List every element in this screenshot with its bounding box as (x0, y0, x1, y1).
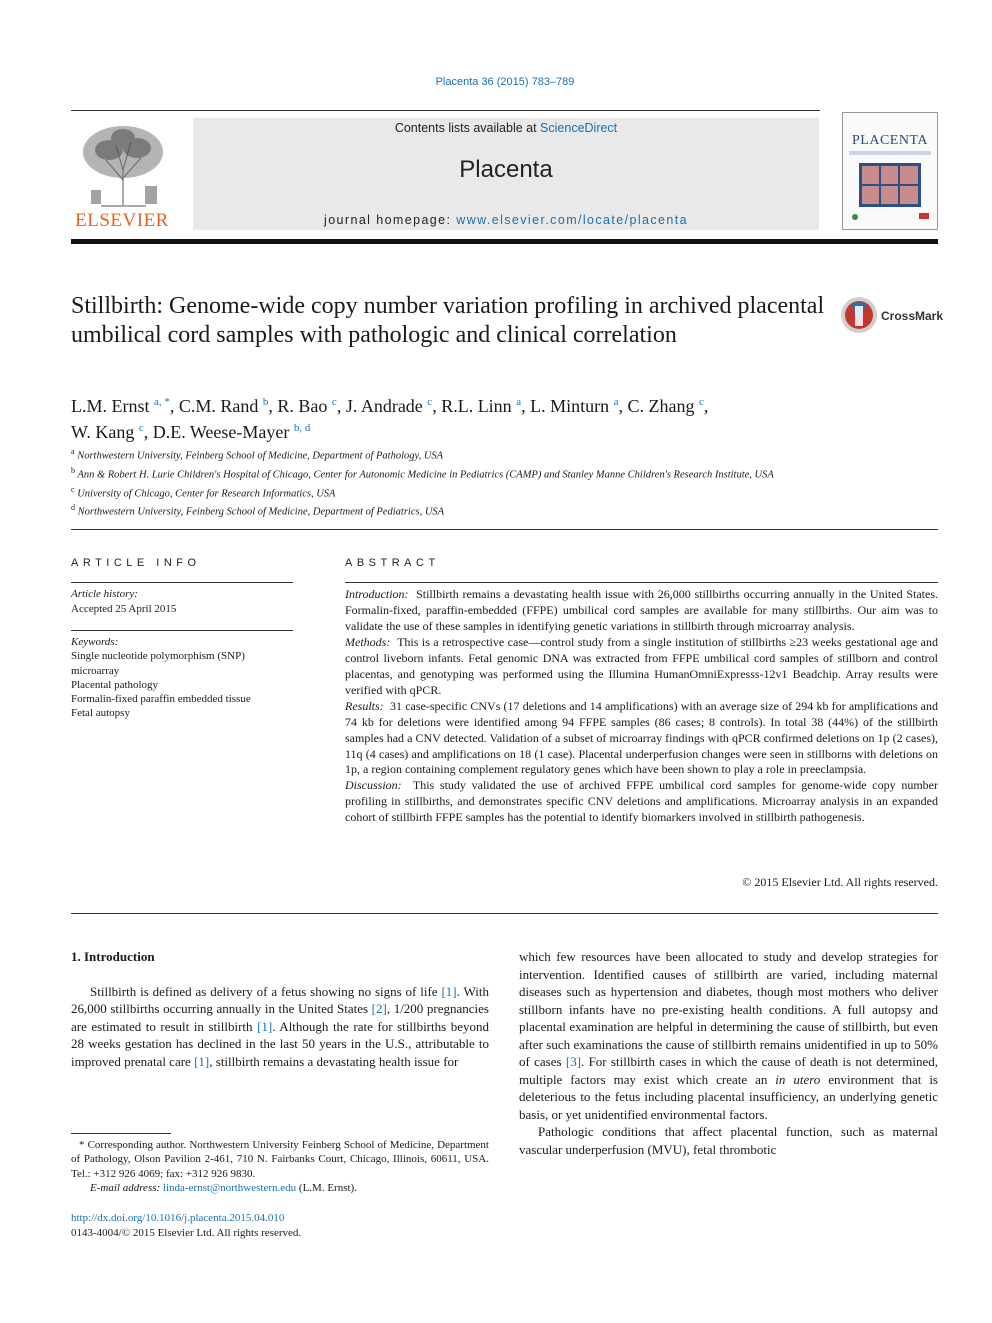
corresponding-author: * Corresponding author. Northwestern University Feinberg School of Medicine, Department of Pathology, Olson Pavilion 2-461, 710 N. Fairbanks Court, Chicago, Illinois, 60611, USA. Tel.: +312 926 4069; fax: +312 926 9830. (71, 1139, 489, 1180)
reference-link[interactable]: [3] (565, 1054, 582, 1069)
author-name[interactable]: R. Bao (277, 396, 328, 416)
keyword: Placental pathology (71, 678, 159, 691)
text: in utero (775, 1071, 821, 1087)
email-line (71, 1181, 489, 1195)
author-affiliation-marker[interactable]: c (138, 422, 144, 434)
header-rule (71, 110, 820, 111)
author-name[interactable]: C. Zhang (627, 396, 695, 416)
keyword: microarray (71, 664, 120, 677)
text: . Although the rate for stillbirths beyond 28 weeks gestation has declined in the last 50 years in the U.S., attributable to improved prenatal care (71, 1018, 489, 1069)
text: , stillbirth remains a devastating health issue for (209, 1053, 459, 1069)
issn-line: 0143-4004/© 2015 Elsevier Ltd. All rights reserved. (71, 1227, 302, 1239)
abstract-text: This is a retrospective case—control study from a single institution of stillbirths ≥23 weeks gestational age and control liveborn infants. Fetal genomic DNA was extracted from FFPE umbilical cord samples of stillborn and control placentas, and genotyping was performed using the Illumina HumanOmniExpresss-12v1 Beadchip. Array results were verified with qPCR. (345, 634, 938, 697)
author-name[interactable]: C.M. Rand (178, 396, 259, 416)
abstract-copyright: © 2015 Elsevier Ltd. All rights reserved. (742, 875, 938, 889)
reference-link[interactable]: [1] (257, 1018, 273, 1034)
body-column-right (519, 948, 938, 1158)
author-separator: , (143, 422, 153, 442)
article-title: Stillbirth: Genome-wide copy number variation profiling in archived placental umbilical cord samples with pathologic and clinical correlation (71, 293, 825, 348)
abstract-section (345, 699, 938, 779)
affiliation-marker: d (71, 503, 75, 513)
keyword: Single nucleotide polymorphism (SNP) (71, 650, 245, 663)
affiliation (71, 445, 831, 464)
keyword: Fetal autopsy (71, 707, 130, 720)
reference-link[interactable]: [1] (194, 1053, 210, 1069)
author-separator: , (521, 396, 531, 416)
email-suffix: (L.M. Ernst). (296, 1181, 357, 1194)
contents-prefix: Contents lists available at (394, 121, 541, 135)
affiliation-marker: b (71, 465, 75, 475)
article-info-heading: ARTICLE INFO (71, 557, 201, 569)
affiliation-marker: c (71, 484, 75, 494)
abstract-heading: ABSTRACT (345, 557, 440, 569)
body-column-left (71, 948, 489, 1070)
abstract-label: Introduction: (345, 587, 409, 601)
email-link[interactable]: linda-ernst@northwestern.edu (162, 1181, 297, 1194)
keywords-block (71, 635, 293, 721)
text: , 1/200 pregnancies are estimated to result in stillbirth (71, 1001, 489, 1034)
article-history (71, 587, 293, 616)
sciencedirect-link[interactable]: ScienceDirect (540, 121, 618, 135)
doi-block (71, 1211, 301, 1241)
abstract-rule (345, 582, 938, 583)
author-name[interactable]: R.L. Linn (441, 396, 512, 416)
abstract-label: Discussion: (345, 778, 402, 793)
affiliation (71, 483, 831, 502)
text: . For stillbirth cases in which the cause of death is not determined, multiple factors may exist which create an (519, 1054, 938, 1087)
affiliation (71, 501, 831, 520)
affiliation-text: Ann & Robert H. Lurie Children's Hospital of Chicago, Center for Autonomic Medicine in Pediatrics (CAMP) and Stanley Manne Children's Research Institute, USA (77, 469, 774, 481)
journal-name: Placenta (459, 156, 553, 183)
author-name[interactable]: W. Kang (71, 422, 135, 442)
abstract-section (345, 635, 938, 699)
doi-link[interactable]: http://dx.doi.org/10.1016/j.placenta.2015.04.010 (71, 1212, 285, 1224)
contents-line (193, 121, 819, 135)
journal-citation[interactable]: Placenta 36 (2015) 783–789 (435, 76, 575, 88)
author-name[interactable]: L.M. Ernst (71, 396, 150, 416)
author-separator: , (703, 396, 709, 416)
journal-cover-thumbnail[interactable] (842, 112, 938, 230)
abstract-section (345, 778, 938, 826)
affiliation-text: University of Chicago, Center for Research Informatics, USA (77, 488, 336, 500)
author-list (71, 391, 831, 443)
crossmark-label[interactable]: CrossMark (881, 309, 944, 323)
abstract-text: This study validated the use of archived FFPE umbilical cord samples for genome-wide copy number profiling in stillbirths, and demonstrates specific CNV deletions and amplifications. Microarray analysis in an expanded cohort of stillbirth FFPE samples has the potential to identify biomarkers involved in stillbirth pathogenesis. (345, 778, 938, 825)
paragraph (519, 948, 938, 1123)
publisher-name: ELSEVIER (75, 210, 169, 231)
text: environment that is deleterious to the fetus including placental insufficiency, an underlying genetic basis, or yet unidentified environmental factors. (519, 1071, 938, 1122)
cover-image (849, 151, 931, 223)
cover-title: PLACENTA (852, 133, 928, 148)
affiliation-text: Northwestern University, Feinberg School of Medicine, Department of Pediatrics, USA (77, 506, 445, 518)
author-affiliation-marker[interactable]: a (516, 396, 522, 408)
paragraph (71, 983, 489, 1071)
author-affiliation-marker[interactable]: a (613, 396, 619, 408)
text: . With 26,000 stillbirths occurring annually in the United States (71, 983, 489, 1016)
keywords-rule (71, 630, 293, 631)
author-separator: , (618, 396, 628, 416)
author-separator: , (432, 396, 442, 416)
keywords-label: Keywords: (71, 636, 119, 648)
homepage-prefix: journal homepage: (324, 213, 457, 227)
text: which few resources have been allocated to study and develop strategies for intervention. Identified causes of stillbirth are varied, including maternal diseases such as hypertension and diabetes, though most mothers who deliver stillborn infants have no pre-existing health conditions. A full autopsy and placental examination are helpful in determining the cause of stillbirth, but even after such examinations the cause of stillbirth remains unidentified in up to 50% of cases (519, 949, 938, 1069)
abstract-text: Stillbirth remains a devastating health issue with 26,000 stillbirths occurring annually in the United States. Formalin-fixed, paraffin-embedded (FFPE) umbilical cord samples are available for many stillbirths. Our aim was to validate the use of these samples in identifying genetic variations in stillbirth through microarray analysis. (345, 587, 939, 633)
abstract-end-rule (71, 913, 938, 914)
homepage-link[interactable]: www.elsevier.com/locate/placenta (456, 213, 688, 227)
section-heading: 1. Introduction (71, 949, 155, 964)
article-info-rule (71, 582, 293, 583)
abstract-label: Methods: (345, 634, 391, 649)
affiliation-marker: a (71, 447, 75, 456)
text: Stillbirth is defined as delivery of a fetus showing no signs of life (90, 983, 442, 999)
abstract-body (345, 587, 938, 826)
affiliation (71, 464, 831, 483)
reference-link[interactable]: [1] (441, 983, 457, 999)
affiliation-text: Northwestern University, Feinberg School of Medicine, Department of Pathology, USA (77, 450, 444, 462)
footnote-rule (71, 1133, 171, 1134)
affiliations (71, 445, 831, 520)
abstract-section (345, 587, 938, 635)
homepage-line (193, 213, 819, 227)
reference-link[interactable]: [2] (371, 1001, 387, 1016)
author-affiliation-marker[interactable]: c (698, 396, 704, 408)
author-name[interactable]: D.E. Weese-Mayer (152, 422, 290, 442)
abstract-text: 31 case-specific CNVs (17 deletions and 14 amplifications) with an average size of 294 kb for amplifications and 74 kb for deletions were identified among 94 FFPE samples (86 cases; 8 controls). In total 38 (44%) of the stillbirth samples had a CNV detected. Validation of a subset of microarray findings with qPCR confirmed deletions on 1p (2 cases), 11q (4 cases) and amplifications on 18 (1 case). Placental underperfusion changes were seen in stillborns with deletions on 1p, a region containing complement regulatory genes which have been shown to play a role in preeclampsia. (345, 698, 938, 777)
header-thick-rule (71, 239, 938, 244)
accepted-date: Accepted 25 April 2015 (71, 602, 177, 615)
author-affiliation-marker[interactable]: b, d (293, 422, 311, 434)
author-affiliation-marker[interactable]: b (262, 396, 269, 408)
author-affiliation-marker[interactable]: a, * (154, 396, 170, 408)
affiliation-rule (71, 529, 938, 530)
paragraph: Pathologic conditions that affect placental function, such as maternal vascular underperfusion (MVU), fetal thrombotic (519, 1124, 938, 1157)
author-name[interactable]: L. Minturn (530, 396, 610, 416)
corresponding-author-footnote (71, 1138, 489, 1195)
history-label: Article history: (71, 588, 138, 600)
abstract-label: Results: (345, 698, 384, 713)
author-separator: , (169, 396, 179, 416)
author-affiliation-marker[interactable]: c (427, 396, 433, 408)
keyword: Formalin-fixed paraffin embedded tissue (71, 693, 251, 706)
author-separator: , (336, 396, 346, 416)
author-affiliation-marker[interactable]: c (331, 396, 337, 408)
email-label: E-mail address: (90, 1181, 161, 1194)
author-name[interactable]: J. Andrade (345, 396, 423, 416)
author-separator: , (268, 396, 278, 416)
